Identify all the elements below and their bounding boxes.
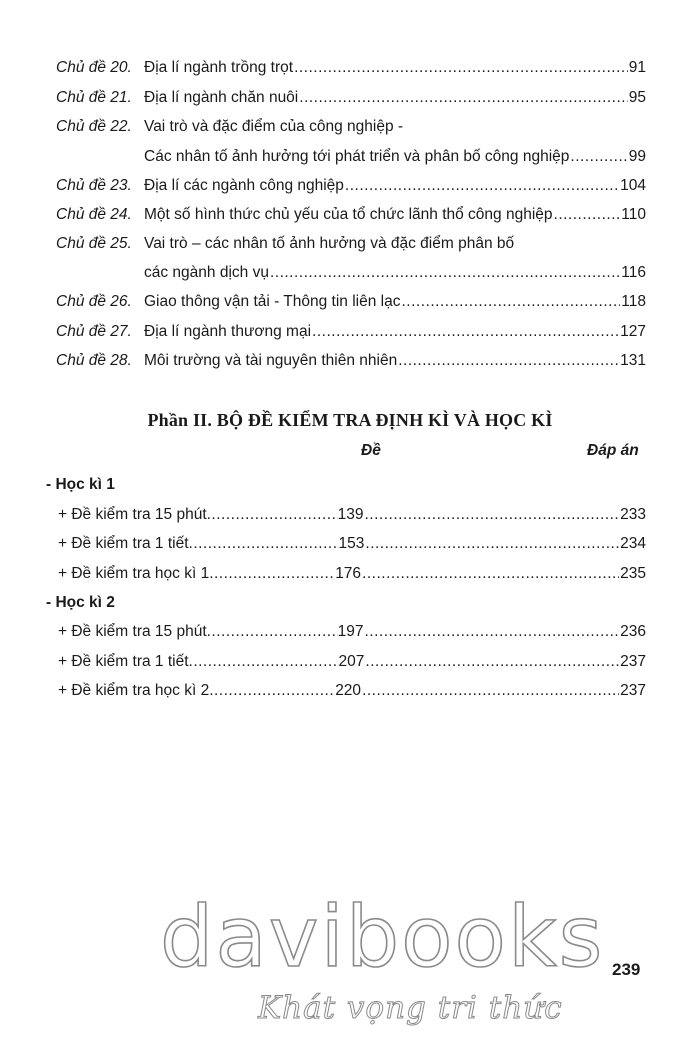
exam-page-dap-an: 235	[620, 565, 646, 582]
dot-leader	[207, 503, 338, 527]
toc-entry-page: 127	[620, 323, 646, 340]
dot-leader	[398, 349, 619, 373]
dot-leader	[294, 56, 628, 80]
toc-entry-page: 95	[628, 89, 646, 106]
dot-leader	[362, 562, 619, 586]
toc-entry-title: Vai trò – các nhân tố ảnh hưởng và đặc điểm phân bố	[144, 235, 515, 252]
toc-entry-label: Chủ đề 28.	[56, 352, 132, 369]
dot-leader	[189, 650, 339, 674]
toc-entry-title-continuation: các ngành dịch vụ	[144, 264, 269, 281]
toc-entry-25-continuation	[56, 261, 646, 285]
toc-entry-22-continuation	[56, 145, 646, 169]
toc-entry-page: 110	[621, 206, 646, 223]
watermark-slogan: Khát vọng tri thức	[258, 990, 563, 1026]
dot-leader	[209, 562, 335, 586]
dot-leader	[365, 532, 619, 556]
exam-name: + Đề kiểm tra 1 tiết	[58, 653, 189, 670]
dot-leader	[270, 261, 620, 285]
toc-entry-title: Địa lí các ngành công nghiệp	[144, 177, 344, 194]
exam-entry	[58, 679, 646, 703]
toc-entry-page: 131	[620, 352, 646, 369]
toc-entry-title: Một số hình thức chủ yếu của tổ chức lãnh thổ công nghiệp	[144, 206, 553, 223]
column-header-dap-an: Đáp án	[587, 442, 639, 459]
exam-name: + Đề kiểm tra 15 phút	[58, 506, 207, 523]
toc-entry-27	[56, 320, 646, 344]
toc-entry-label: Chủ đề 21.	[56, 89, 132, 106]
exam-page-de: 207	[338, 653, 365, 670]
dot-leader	[570, 145, 627, 169]
toc-entry-title-continuation: Các nhân tố ảnh hưởng tới phát triển và phân bố công nghiệp	[144, 148, 570, 165]
dot-leader	[312, 320, 619, 344]
dot-leader	[189, 532, 339, 556]
toc-entry-25	[56, 232, 646, 256]
toc-entry-label: Chủ đề 24.	[56, 206, 132, 223]
toc-entry-title: Địa lí ngành trồng trọt	[144, 59, 294, 76]
watermark-brand: davibooks	[160, 888, 605, 986]
exam-page-de: 139	[337, 506, 364, 523]
exam-name: + Đề kiểm tra học kì 1	[58, 565, 210, 582]
exam-page-de: 153	[338, 535, 365, 552]
toc-entry-24	[56, 203, 646, 227]
exam-page-de: 197	[337, 623, 364, 640]
toc-entry-label: Chủ đề 27.	[56, 323, 132, 340]
dot-leader	[365, 650, 619, 674]
toc-entry-page: 91	[628, 59, 646, 76]
exam-entry	[58, 562, 646, 586]
dot-leader	[209, 679, 335, 703]
exam-name: + Đề kiểm tra học kì 2	[58, 682, 210, 699]
toc-entry-page: 104	[620, 177, 646, 194]
toc-entry-26	[56, 290, 646, 314]
toc-entry-label: Chủ đề 26.	[56, 293, 132, 310]
dot-leader	[554, 203, 621, 227]
toc-entry-page: 116	[621, 264, 646, 281]
toc-entry-label: Chủ đề 25.	[56, 235, 132, 252]
dot-leader	[207, 620, 338, 644]
dot-leader	[365, 503, 620, 527]
dot-leader	[345, 174, 619, 198]
exam-entry	[58, 503, 646, 527]
dot-leader	[401, 290, 620, 314]
exam-page-de: 220	[335, 682, 362, 699]
toc-entry-label: Chủ đề 22.	[56, 118, 132, 135]
exam-page-dap-an: 234	[620, 535, 646, 552]
toc-entry-label: Chủ đề 23.	[56, 177, 132, 194]
dot-leader	[299, 86, 627, 110]
exam-page-dap-an: 233	[620, 506, 646, 523]
exam-page-dap-an: 237	[620, 653, 646, 670]
toc-entry-28	[56, 349, 646, 373]
toc-entry-title: Địa lí ngành chăn nuôi	[144, 89, 299, 106]
exam-entry	[58, 532, 646, 556]
toc-entry-page: 118	[621, 293, 646, 310]
dot-leader	[365, 620, 620, 644]
toc-entry-title: Vai trò và đặc điểm của công nghiệp -	[144, 118, 404, 135]
exam-name: + Đề kiểm tra 15 phút	[58, 623, 207, 640]
term-2-heading: - Học kì 2	[46, 594, 115, 611]
exam-entry	[58, 620, 646, 644]
toc-entry-page: 99	[628, 148, 646, 165]
toc-entry-label: Chủ đề 20.	[56, 59, 132, 76]
toc-entry-title: Địa lí ngành thương mại	[144, 323, 312, 340]
column-header-de: Đề	[361, 442, 381, 459]
toc-entry-22	[56, 115, 646, 139]
toc-entry-23	[56, 174, 646, 198]
toc-entry-title: Môi trường và tài nguyên thiên nhiên	[144, 352, 398, 369]
toc-entry-21	[56, 86, 646, 110]
dot-leader	[362, 679, 619, 703]
toc-entry-title: Giao thông vận tải - Thông tin liên lạc	[144, 293, 401, 310]
part-2-title: Phần II. BỘ ĐỀ KIỂM TRA ĐỊNH KÌ VÀ HỌC KÌ	[147, 410, 553, 430]
page-number: 239	[612, 960, 641, 979]
toc-entry-20	[56, 56, 646, 80]
exam-page-de: 176	[335, 565, 362, 582]
term-1-heading: - Học kì 1	[46, 476, 115, 493]
exam-page-dap-an: 237	[620, 682, 646, 699]
exam-page-dap-an: 236	[620, 623, 646, 640]
exam-entry	[58, 650, 646, 674]
exam-name: + Đề kiểm tra 1 tiết	[58, 535, 189, 552]
